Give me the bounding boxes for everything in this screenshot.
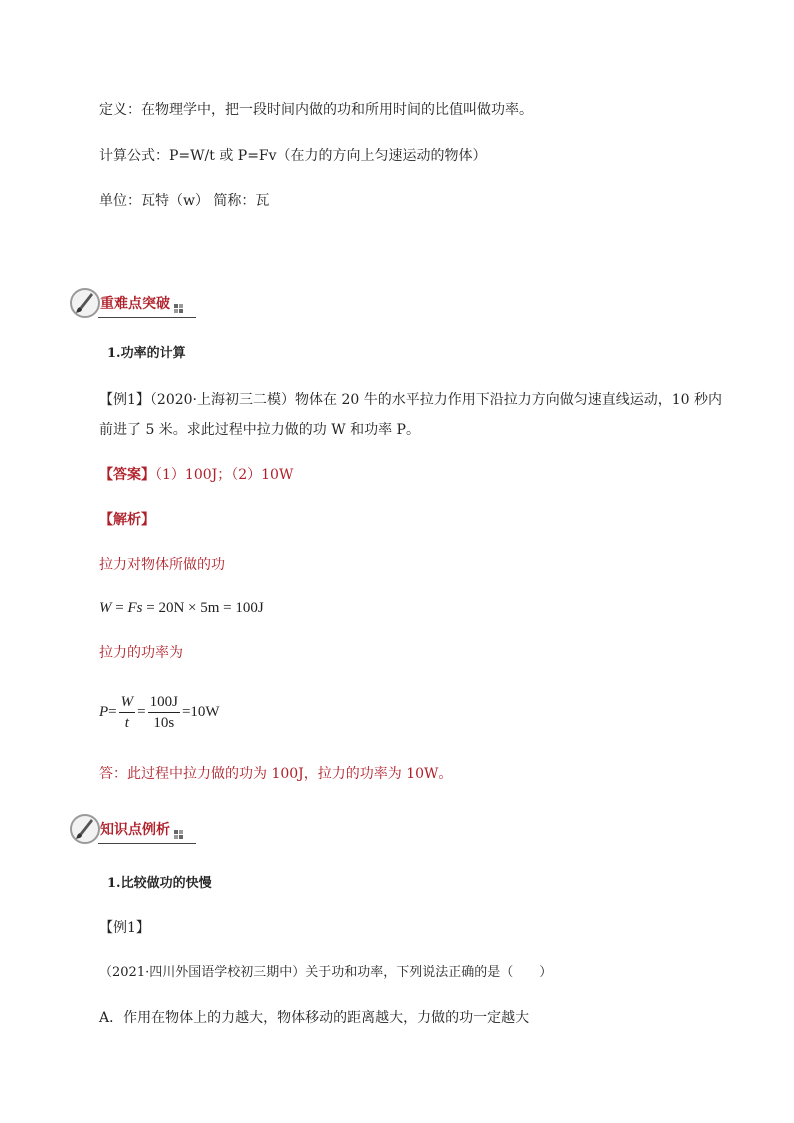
- eq-sign: =: [137, 704, 146, 720]
- corner-squares: [174, 304, 178, 308]
- section-title: 知识点例析: [100, 822, 170, 838]
- fraction-denominator: t: [124, 715, 129, 732]
- power-label: 拉力的功率为: [99, 645, 183, 661]
- section-underline: [98, 843, 196, 844]
- answer-tag: 【答案】: [99, 467, 155, 483]
- subheading-power-calc: 1.功率的计算: [107, 346, 186, 361]
- subheading-compare: 1.比较做功的快慢: [107, 876, 212, 891]
- section-title: 重难点突破: [100, 296, 170, 312]
- definition-text: 定义：在物理学中，把一段时间内做的功和所用时间的比值叫做功率。: [99, 102, 533, 118]
- fraction-numerator: W: [119, 692, 136, 713]
- eq-var-f: F: [127, 600, 137, 616]
- corner-squares: [174, 830, 178, 834]
- conclusion-text: 答：此过程中拉力做的功为 100J，拉力的功率为 10W。: [99, 766, 453, 782]
- eq-rhs: = 20N × 5m = 100J: [142, 600, 264, 616]
- question-text: （2021·四川外国语学校初三期中）关于功和功率，下列说法正确的是（ ）: [99, 965, 553, 980]
- example-tag: 【例1】: [99, 392, 150, 408]
- example-line-1: [99, 390, 722, 410]
- formula-text: 计算公式：P=W/t 或 P=Fv（在力的方向上匀速运动的物体）: [99, 148, 487, 164]
- eq-sign: =: [111, 600, 128, 616]
- option-a: A．作用在物体上的力越大，物体移动的距离越大，力做的功一定越大: [99, 1010, 530, 1026]
- section-header-knowledge: [70, 814, 196, 848]
- eq-rhs: =10W: [181, 704, 220, 720]
- answer-text: （1）100J；（2）10W: [155, 467, 294, 483]
- example-text-1: （2020·上海初三二模）物体在 20 牛的水平拉力作用下沿拉力方向做匀速直线运动，10 秒内: [149, 392, 722, 408]
- fraction-numerator: 100J: [148, 692, 180, 713]
- unit-text: 单位：瓦特（w） 简称：瓦: [99, 193, 270, 209]
- brush-icon: [70, 814, 100, 844]
- section-underline: [98, 317, 196, 318]
- eq-sign: =: [108, 704, 117, 720]
- brush-icon: [70, 288, 100, 318]
- work-equation: [99, 598, 264, 618]
- power-equation: [99, 690, 220, 734]
- section-header-key-points: [70, 288, 196, 322]
- answer-line: [99, 465, 293, 485]
- fraction-values: [148, 692, 180, 733]
- example-tag-2: 【例1】: [99, 920, 150, 936]
- eq-var-s: s: [136, 600, 143, 616]
- fraction-denominator: 10s: [153, 715, 175, 732]
- example-line-2: 前进了 5 米。求此过程中拉力做的功 W 和功率 P。: [99, 422, 420, 438]
- fraction-w-over-t: [119, 692, 136, 733]
- work-label: 拉力对物体所做的功: [99, 557, 225, 573]
- eq-var-p: P: [99, 704, 109, 720]
- eq-var-w: W: [99, 600, 112, 616]
- analysis-tag: 【解析】: [99, 512, 155, 528]
